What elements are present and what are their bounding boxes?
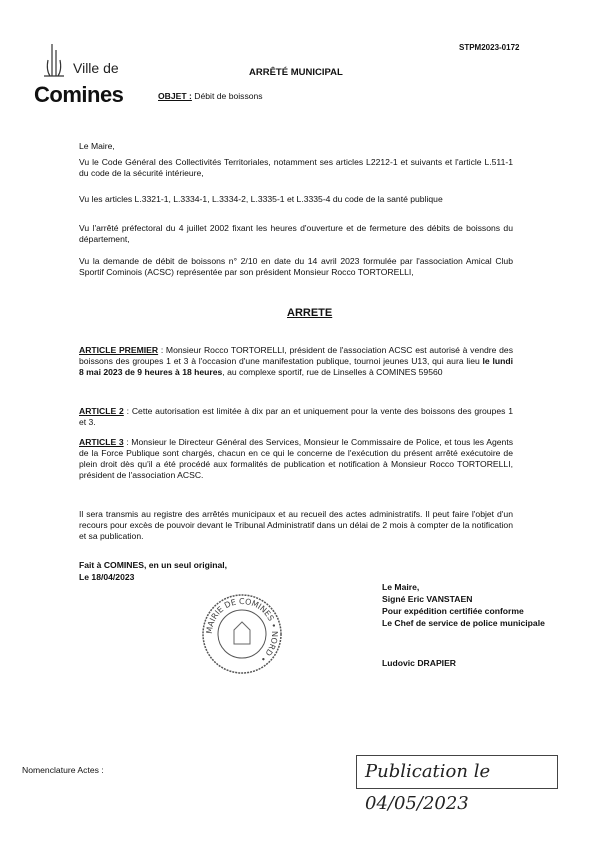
article-3 bbox=[79, 437, 513, 481]
article-premier-label: ARTICLE PREMIER bbox=[79, 345, 159, 355]
article-2-text: : Cette autorisation est limitée à dix par an et uniquement pour la vente des boissons des groupes 1 et 3. bbox=[79, 406, 514, 427]
vu-paragraph-1: Vu le Code Général des Collectivités Territoriales, notamment ses articles L2212-1 et suivants et l'article L.511-1 du code de la sécurité intérieure, bbox=[79, 157, 513, 178]
arrete-heading: ARRETE bbox=[287, 307, 333, 319]
article-premier bbox=[79, 345, 513, 378]
transmission-paragraph: Il sera transmis au registre des arrêtés municipaux et au recueil des actes administratifs. Il peut faire l'objet d'un recours pour excès de pouvoir devant le Tribunal Administratif dans un délai de 2 mois à compter de la notification et sa publication. bbox=[79, 509, 513, 541]
vu-paragraph-2: Vu les articles L.3321-1, L.3334-1, L.3334-2, L.3335-1 et L.3335-4 du code de la santé publique bbox=[79, 194, 443, 204]
document-date: Le 18/04/2023 bbox=[79, 572, 135, 582]
article-premier-date: le lundi 8 mai 2023 de 9 heures à 18 heures bbox=[79, 356, 513, 377]
signature-name: Ludovic DRAPIER bbox=[382, 658, 457, 668]
objet-value: Débit de boissons bbox=[191, 91, 263, 101]
vu-paragraph-4: Vu la demande de débit de boissons n° 2/10 en date du 14 avril 2023 formulée par l'association Amical Club Sportif Cominois (ACSC) représentée par son président Monsieur Rocco TORTORELLI, bbox=[79, 256, 513, 277]
article-3-label: ARTICLE 3 bbox=[79, 437, 124, 447]
article-2 bbox=[79, 406, 513, 428]
vu-paragraph-3: Vu l'arrêté préfectoral du 4 juillet 2002 fixant les heures d'ouverture et de fermeture des débits de boissons du département, bbox=[79, 223, 513, 244]
logo-comines-text: Comines bbox=[34, 82, 124, 107]
document-reference: STPM2023-0172 bbox=[459, 43, 520, 52]
objet-line bbox=[158, 91, 263, 101]
town-logo-icon bbox=[34, 40, 74, 80]
nomenclature-label: Nomenclature Actes : bbox=[22, 765, 104, 775]
article-3-text: : Monsieur le Directeur Général des Services, Monsieur le Commissaire de Police, et tous les Agents de la Force Publique sont chargés, chacun en ce qui le concerne de l'exécution du présent arrêté exécutoire de plein droit dès qu'il a été procédé aux formalités de publication et notification à Monsieur Rocco TORTORELLI, président de l'association ACSC. bbox=[79, 437, 514, 480]
signature-chef-service: Le Chef de service de police municipale bbox=[382, 618, 545, 628]
fait-a: Fait à COMINES, en un seul original, bbox=[79, 560, 228, 570]
article-premier-text-b: , au complexe sportif, rue de Linselles à COMINES 59560 bbox=[222, 367, 443, 377]
objet-label: OBJET : bbox=[158, 91, 192, 101]
signature-le-maire: Le Maire, bbox=[382, 582, 420, 592]
document-title: ARRÊTÉ MUNICIPAL bbox=[249, 67, 343, 78]
publication-handwritten-note: Publication le 04/05/2023 bbox=[356, 755, 558, 789]
le-maire: Le Maire, bbox=[79, 141, 115, 151]
signature-expedition: Pour expédition certifiée conforme bbox=[382, 606, 524, 616]
signature-signe: Signé Eric VANSTAEN bbox=[382, 594, 473, 604]
official-stamp-icon bbox=[200, 592, 284, 676]
article-premier-text-a: : Monsieur Rocco TORTORELLI, président de l'association ACSC est autorisé à vendre des boissons des groupes 1 et 3 à l'occasion d'une manifestation publique, tournoi jeunes U13, qui aura lieu bbox=[79, 345, 513, 366]
article-2-label: ARTICLE 2 bbox=[79, 406, 124, 416]
logo-ville-text: Ville de bbox=[73, 60, 119, 76]
stamp-text: MAIRIE DE COMINES • NORD • bbox=[204, 596, 280, 664]
